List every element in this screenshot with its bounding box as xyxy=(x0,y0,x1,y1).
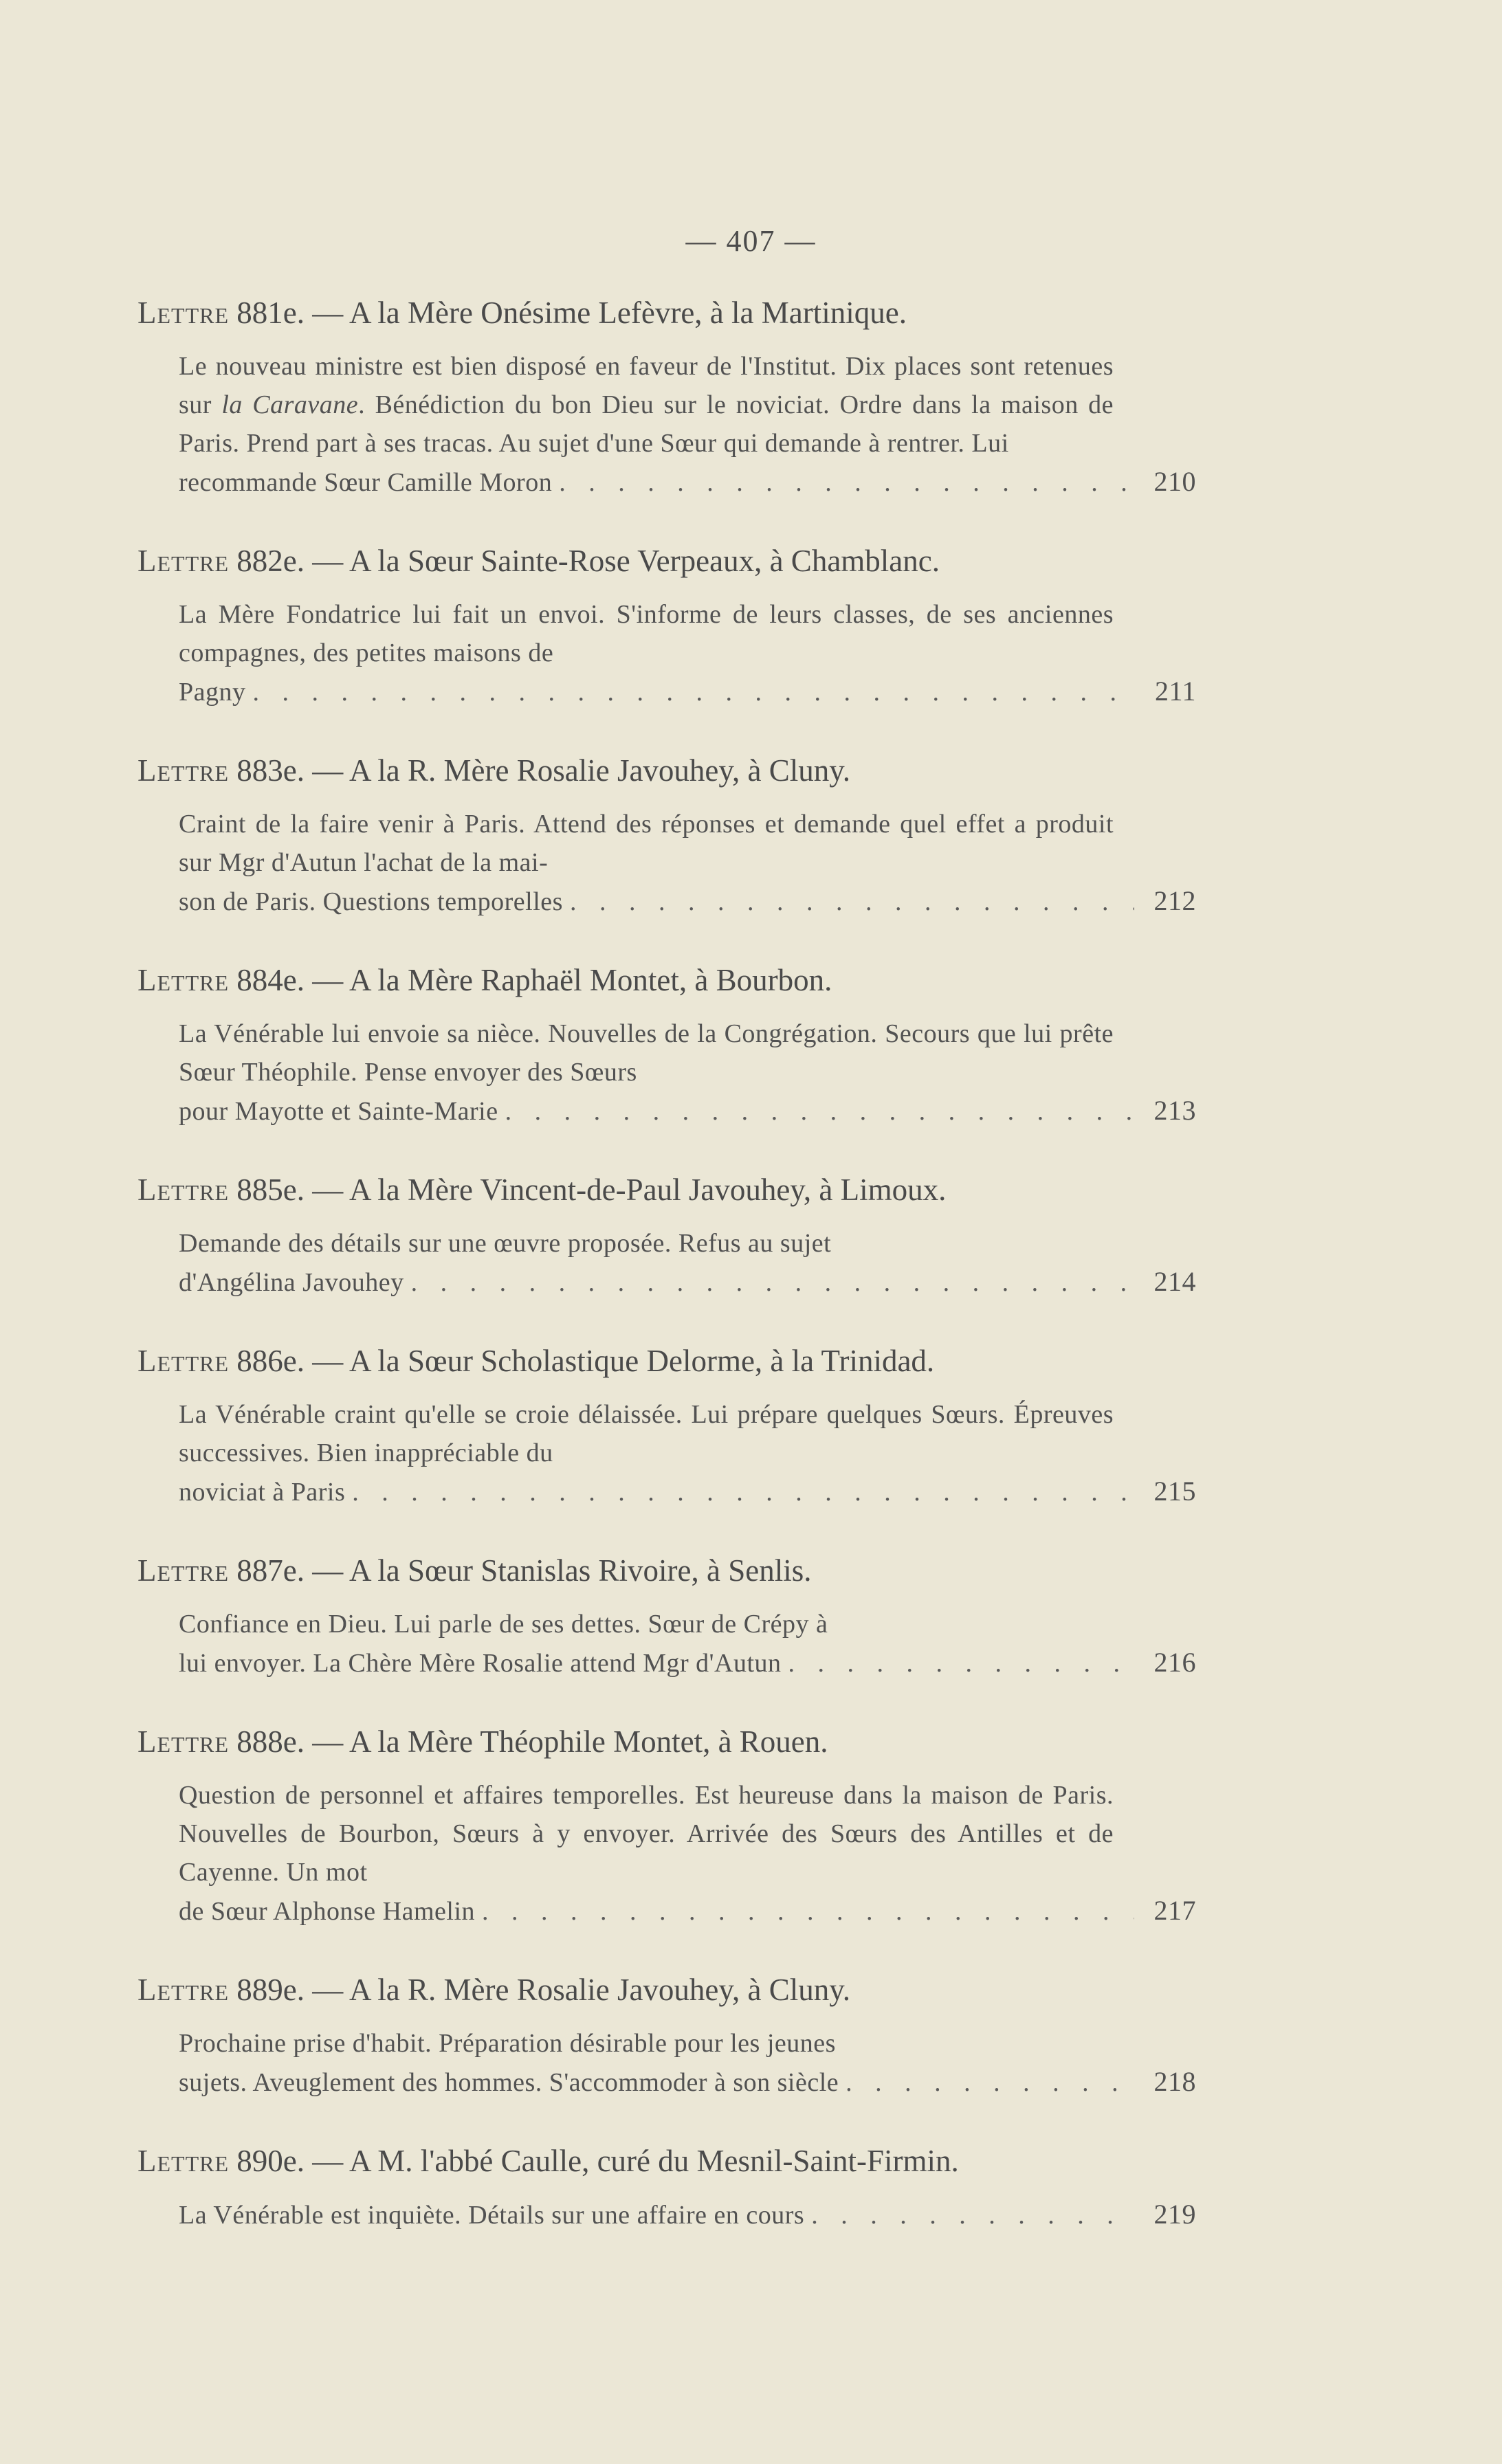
page-number: — 407 — xyxy=(685,224,817,258)
summary-last-text: lui envoyer. La Chère Mère Rosalie attend Mgr d'Autun xyxy=(179,1649,782,1678)
lettre-label: Lettre xyxy=(137,1973,230,2007)
summary-last-line xyxy=(179,1263,1196,1302)
lettre-label: Lettre xyxy=(137,544,230,578)
page-reference: 212 xyxy=(1153,885,1196,916)
summary-last-text: d'Angélina Javouhey xyxy=(179,1268,404,1297)
letter-heading-text: 888e. — A la Mère Théophile Montet, à Rouen. xyxy=(236,1724,828,1759)
letter-heading xyxy=(137,1550,1210,1591)
summary-last-line xyxy=(179,882,1196,921)
letter-entry xyxy=(137,959,1210,1131)
letter-heading xyxy=(137,292,1210,333)
summary-text: La Vénérable craint qu'elle se croie délaissée. Lui prépare quelques Sœurs. Épreuves successives. Bien inappréciable du xyxy=(179,1400,1114,1467)
lettre-label: Lettre xyxy=(137,1344,230,1378)
letter-heading-text: 883e. — A la R. Mère Rosalie Javouhey, à Cluny. xyxy=(236,753,851,788)
summary-last-line xyxy=(179,1091,1196,1131)
letter-heading xyxy=(137,1340,1210,1381)
letter-entry xyxy=(137,540,1210,711)
dot-leader xyxy=(804,2196,1134,2234)
summary-last-text: son de Paris. Questions temporelles xyxy=(179,887,563,916)
page-reference: 216 xyxy=(1153,1647,1196,1678)
summary-text: La Mère Fondatrice lui fait un envoi. S'informe de leurs classes, de ses anciennes compagnes, des petites maisons de xyxy=(179,600,1114,667)
letter-heading-text: 881e. — A la Mère Onésime Lefèvre, à la Martinique. xyxy=(236,296,907,330)
page-reference: 214 xyxy=(1153,1266,1196,1297)
dot-leader xyxy=(246,673,1135,711)
lettre-label: Lettre xyxy=(137,1553,230,1588)
letter-summary xyxy=(179,1605,1196,1683)
letter-heading-text: 887e. — A la Sœur Stanislas Rivoire, à Senlis. xyxy=(236,1553,812,1588)
letter-summary xyxy=(179,2195,1196,2234)
summary-last-text: de Sœur Alphonse Hamelin xyxy=(179,1897,476,1926)
summary-text-part: . Bénédiction du bon Dieu sur le noviciat. Ordre dans la maison de Paris. Prend part à ses tracas. Au sujet d'une Sœur qui demande à rentrer. Lui xyxy=(179,390,1114,458)
dot-leader xyxy=(552,463,1134,502)
summary-text: Prochaine prise d'habit. Préparation désirable pour les jeunes xyxy=(179,2029,836,2058)
letter-heading-text: 884e. — A la Mère Raphaël Montet, à Bourbon. xyxy=(236,963,832,997)
summary-last-line xyxy=(179,1643,1196,1683)
letter-heading-text: 889e. — A la R. Mère Rosalie Javouhey, à Cluny. xyxy=(236,1973,851,2007)
lettre-label: Lettre xyxy=(137,296,230,330)
summary-last-text: sujets. Aveuglement des hommes. S'accommoder à son siècle xyxy=(179,2068,839,2097)
letter-summary xyxy=(179,2024,1196,2102)
letter-summary xyxy=(179,805,1196,921)
summary-last-line xyxy=(179,463,1196,502)
dot-leader xyxy=(839,2063,1134,2102)
summary-last-line xyxy=(179,672,1196,711)
dot-leader xyxy=(345,1473,1134,1511)
lettre-label: Lettre xyxy=(137,1724,230,1759)
letter-entry xyxy=(137,2140,1210,2234)
letter-summary xyxy=(179,347,1196,502)
summary-text xyxy=(179,347,1196,463)
page-reference: 211 xyxy=(1154,676,1196,707)
summary-text: Demande des détails sur une œuvre proposée. Refus au sujet xyxy=(179,1229,832,1258)
page-reference: 215 xyxy=(1153,1476,1196,1507)
letter-heading-text: 885e. — A la Mère Vincent-de-Paul Javouhey, à Limoux. xyxy=(236,1173,947,1207)
letter-summary xyxy=(179,595,1196,711)
letter-heading-text: 886e. — A la Sœur Scholastique Delorme, à la Trinidad. xyxy=(236,1344,935,1378)
letter-heading xyxy=(137,959,1210,1001)
letter-entry xyxy=(137,292,1210,502)
letter-heading xyxy=(137,2140,1210,2182)
dot-leader xyxy=(782,1644,1134,1683)
letter-entry xyxy=(137,1721,1210,1931)
letter-heading xyxy=(137,1969,1210,2010)
page-reference: 218 xyxy=(1153,2066,1196,2097)
letter-entry xyxy=(137,1169,1210,1302)
letter-entry xyxy=(137,750,1210,921)
letter-summary xyxy=(179,1014,1196,1131)
summary-last-line xyxy=(179,1891,1196,1931)
letter-summary xyxy=(179,1776,1196,1931)
summary-text: Question de personnel et affaires temporelles. Est heureuse dans la maison de Paris. Nouvelles de Bourbon, Sœurs à y envoyer. Arrivée des Sœurs des Antilles et de Cayenne. Un mot xyxy=(179,1781,1114,1887)
dot-leader xyxy=(498,1092,1134,1131)
letter-entry xyxy=(137,1969,1210,2102)
lettre-label: Lettre xyxy=(137,753,230,788)
summary-last-text: La Vénérable est inquiète. Détails sur une affaire en cours xyxy=(179,2201,805,2230)
page-reference: 210 xyxy=(1153,466,1196,497)
summary-last-line xyxy=(179,1472,1196,1511)
summary-last-line xyxy=(179,2195,1196,2234)
letter-heading-text: 882e. — A la Sœur Sainte-Rose Verpeaux, à Chamblanc. xyxy=(236,544,940,578)
summary-text: Confiance en Dieu. Lui parle de ses dettes. Sœur de Crépy à xyxy=(179,1610,828,1639)
summary-last-text: Pagny xyxy=(179,678,246,707)
letter-list xyxy=(137,292,1210,2273)
letter-summary xyxy=(179,1395,1196,1511)
lettre-label: Lettre xyxy=(137,1173,230,1207)
ship-name: la Caravane xyxy=(221,390,359,419)
summary-last-line xyxy=(179,2063,1196,2102)
page-reference: 217 xyxy=(1153,1895,1196,1926)
summary-text: Craint de la faire venir à Paris. Attend des réponses et demande quel effet a produit sur Mgr d'Autun l'achat de la mai- xyxy=(179,810,1114,877)
letter-summary xyxy=(179,1224,1196,1302)
letter-entry xyxy=(137,1340,1210,1511)
summary-last-text: pour Mayotte et Sainte-Marie xyxy=(179,1097,498,1126)
page-reference: 219 xyxy=(1153,2199,1196,2230)
summary-text-part: Le nouveau ministre est bien disposé en faveur de l'Institut. Dix places sont retenues sur xyxy=(179,352,1114,419)
summary-last-text: noviciat à Paris xyxy=(179,1478,346,1507)
lettre-label: Lettre xyxy=(137,2144,230,2178)
letter-entry xyxy=(137,1550,1210,1683)
letter-heading xyxy=(137,750,1210,791)
letter-heading xyxy=(137,1721,1210,1762)
dot-leader xyxy=(475,1892,1134,1931)
dot-leader xyxy=(404,1263,1134,1302)
letter-heading xyxy=(137,1169,1210,1210)
letter-heading-text: 890e. — A M. l'abbé Caulle, curé du Mesnil-Saint-Firmin. xyxy=(236,2144,959,2178)
page-reference: 213 xyxy=(1153,1095,1196,1126)
summary-last-text: recommande Sœur Camille Moron xyxy=(179,468,553,497)
letter-heading xyxy=(137,540,1210,581)
dot-leader xyxy=(563,883,1134,921)
summary-text: La Vénérable lui envoie sa nièce. Nouvelles de la Congrégation. Secours que lui prête Sœur Théophile. Pense envoyer des Sœurs xyxy=(179,1019,1114,1087)
lettre-label: Lettre xyxy=(137,963,230,997)
